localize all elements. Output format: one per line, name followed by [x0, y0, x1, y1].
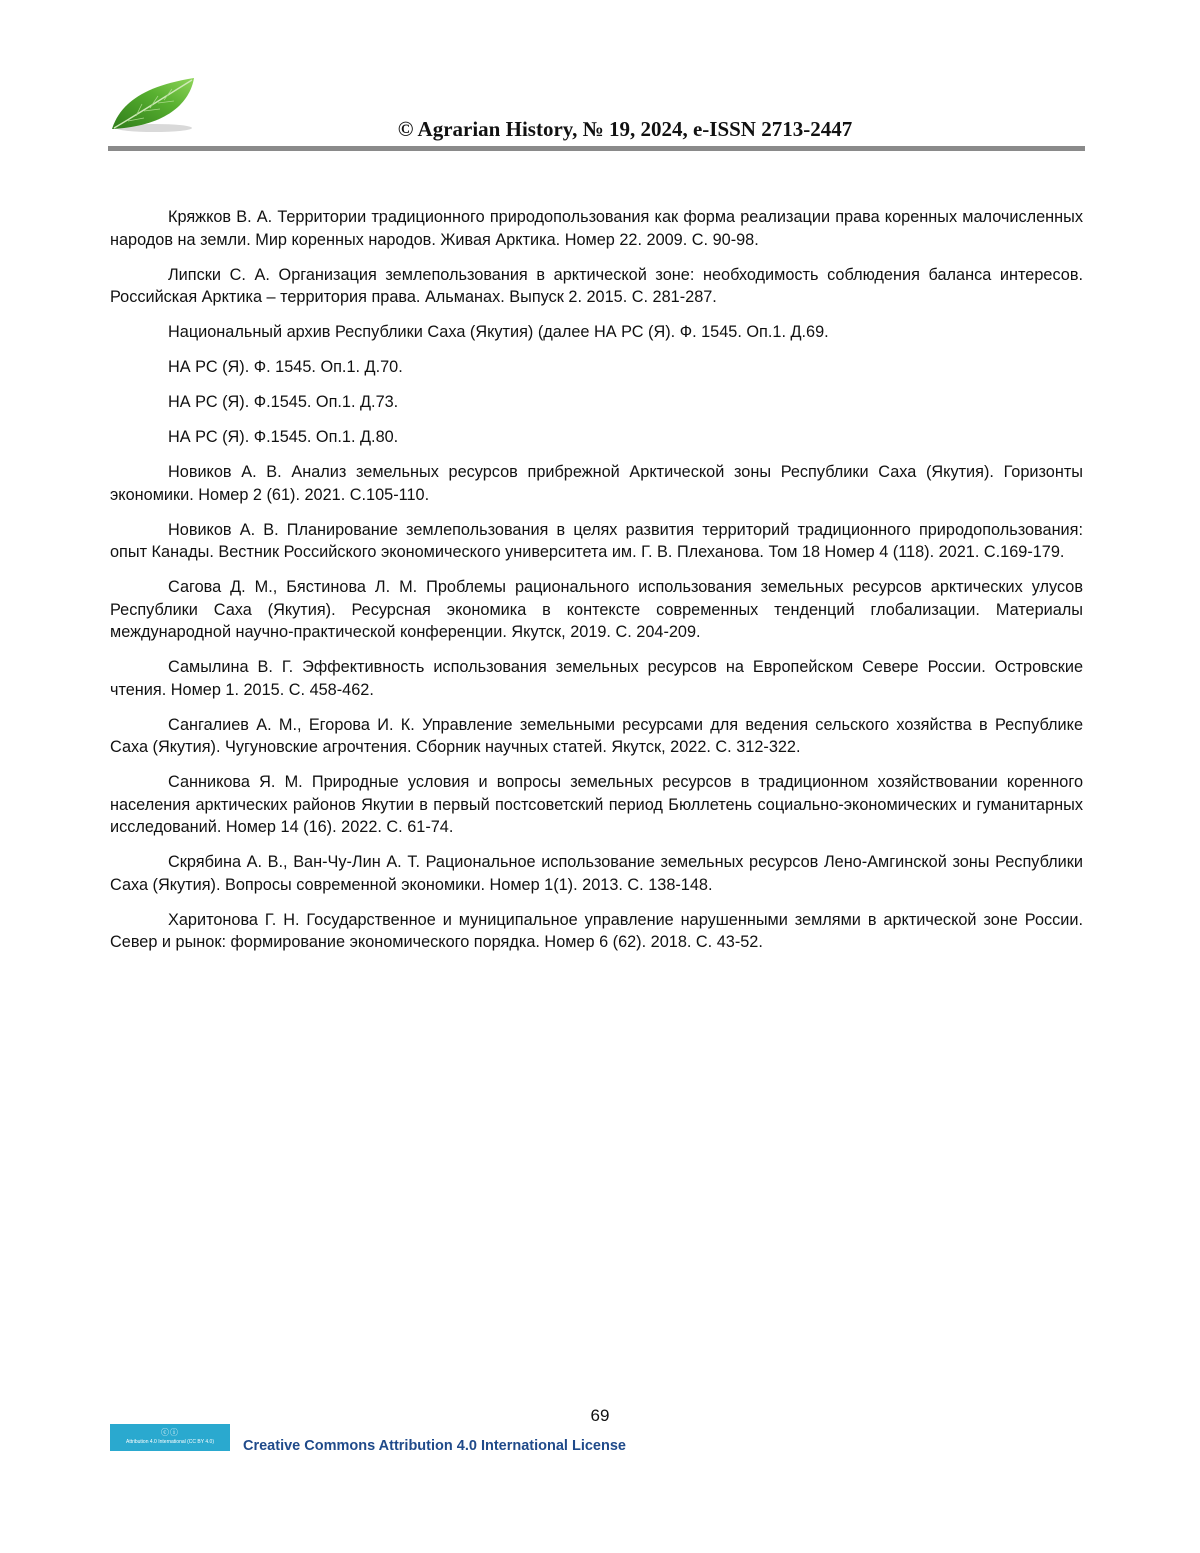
reference-item: Кряжков В. А. Территории традиционного природопользования как форма реализации права коренных малочисленных народов на земли. Мир коренных народов. Живая Арктика. Номер 22. 2009. С. 90-98.: [110, 208, 1083, 249]
reference-item: НА РС (Я). Ф.1545. Оп.1. Д.80.: [168, 428, 399, 446]
page-number: 69: [590, 1406, 610, 1425]
cc-badge-text: Attribution 4.0 International (CC BY 4.0): [125, 1439, 214, 1445]
reference-item: Скрябина А. В., Ван-Чу-Лин А. Т. Рациональное использование земельных ресурсов Лено-Амгинской зоны Республики Саха (Якутия). Вопросы современной экономики. Номер 1(1). 2013. С. 138-148.: [110, 853, 1083, 894]
reference-item: Харитонова Г. Н. Государственное и муниципальное управление нарушенными землями в арктической зоне России. Север и рынок: формирование экономического порядка. Номер 6 (62). 2018. С. 43-52.: [110, 910, 1083, 951]
cc-symbols-icon: ⓒⓘ: [161, 1428, 179, 1437]
reference-item: Новиков А. В. Планирование землепользования в целях развития территорий традиционного природопользования: опыт Канады. Вестник Российского экономического университета им. Г. В. Плеханова. Том 18 Номер 4 (118). 2021. С.169-179.: [110, 520, 1083, 561]
cc-by-badge-icon[interactable]: [110, 1424, 230, 1451]
header-divider: [108, 146, 1085, 151]
license-link[interactable]: Creative Commons Attribution 4.0 International License: [243, 1438, 626, 1454]
reference-item: Новиков А. В. Анализ земельных ресурсов прибрежной Арктической зоны Республики Саха (Якутия). Горизонты экономики. Номер 2 (61). 2021. С.105-110.: [110, 463, 1083, 504]
reference-item: Липски С. А. Организация землепользования в арктической зоне: необходимость соблюдения баланса интересов. Российская Арктика – территория права. Альманах. Выпуск 2. 2015. С. 281-287.: [110, 265, 1083, 306]
reference-item: Сагова Д. М., Бястинова Л. М. Проблемы рационального использования земельных ресурсов арктических улусов Республики Саха (Якутия). Ресурсная экономика в контексте современных тенденций глобализации. Материалы международной научно-практической конференции. Якутск, 2019. С. 204-209.: [110, 578, 1083, 641]
reference-list: [110, 206, 1083, 966]
reference-item: Самылина В. Г. Эффективность использования земельных ресурсов на Европейском Севере России. Островские чтения. Номер 1. 2015. С. 458-462.: [110, 658, 1083, 699]
reference-item: Санникова Я. М. Природные условия и вопросы земельных ресурсов в традиционном хозяйствовании коренного населения арктических районов Якутии в первый постсоветский период Бюллетень социально-экономических и гуманитарных исследований. Номер 14 (16). 2022. С. 61-74.: [110, 773, 1083, 836]
reference-item: НА РС (Я). Ф.1545. Оп.1. Д.73.: [168, 393, 399, 411]
reference-item: НА РС (Я). Ф. 1545. Оп.1. Д.70.: [168, 358, 403, 376]
journal-header-title: © Agrarian History, № 19, 2024, e-ISSN 2713-2447: [397, 117, 853, 141]
reference-item: Сангалиев А. М., Егорова И. К. Управление земельными ресурсами для ведения сельского хозяйства в Республике Саха (Якутия). Чугуновские агрочтения. Сборник научных статей. Якутск, 2022. С. 312-322.: [110, 715, 1083, 756]
reference-item: Национальный архив Республики Саха (Якутия) (далее НА РС (Я). Ф. 1545. Оп.1. Д.69.: [168, 323, 829, 341]
